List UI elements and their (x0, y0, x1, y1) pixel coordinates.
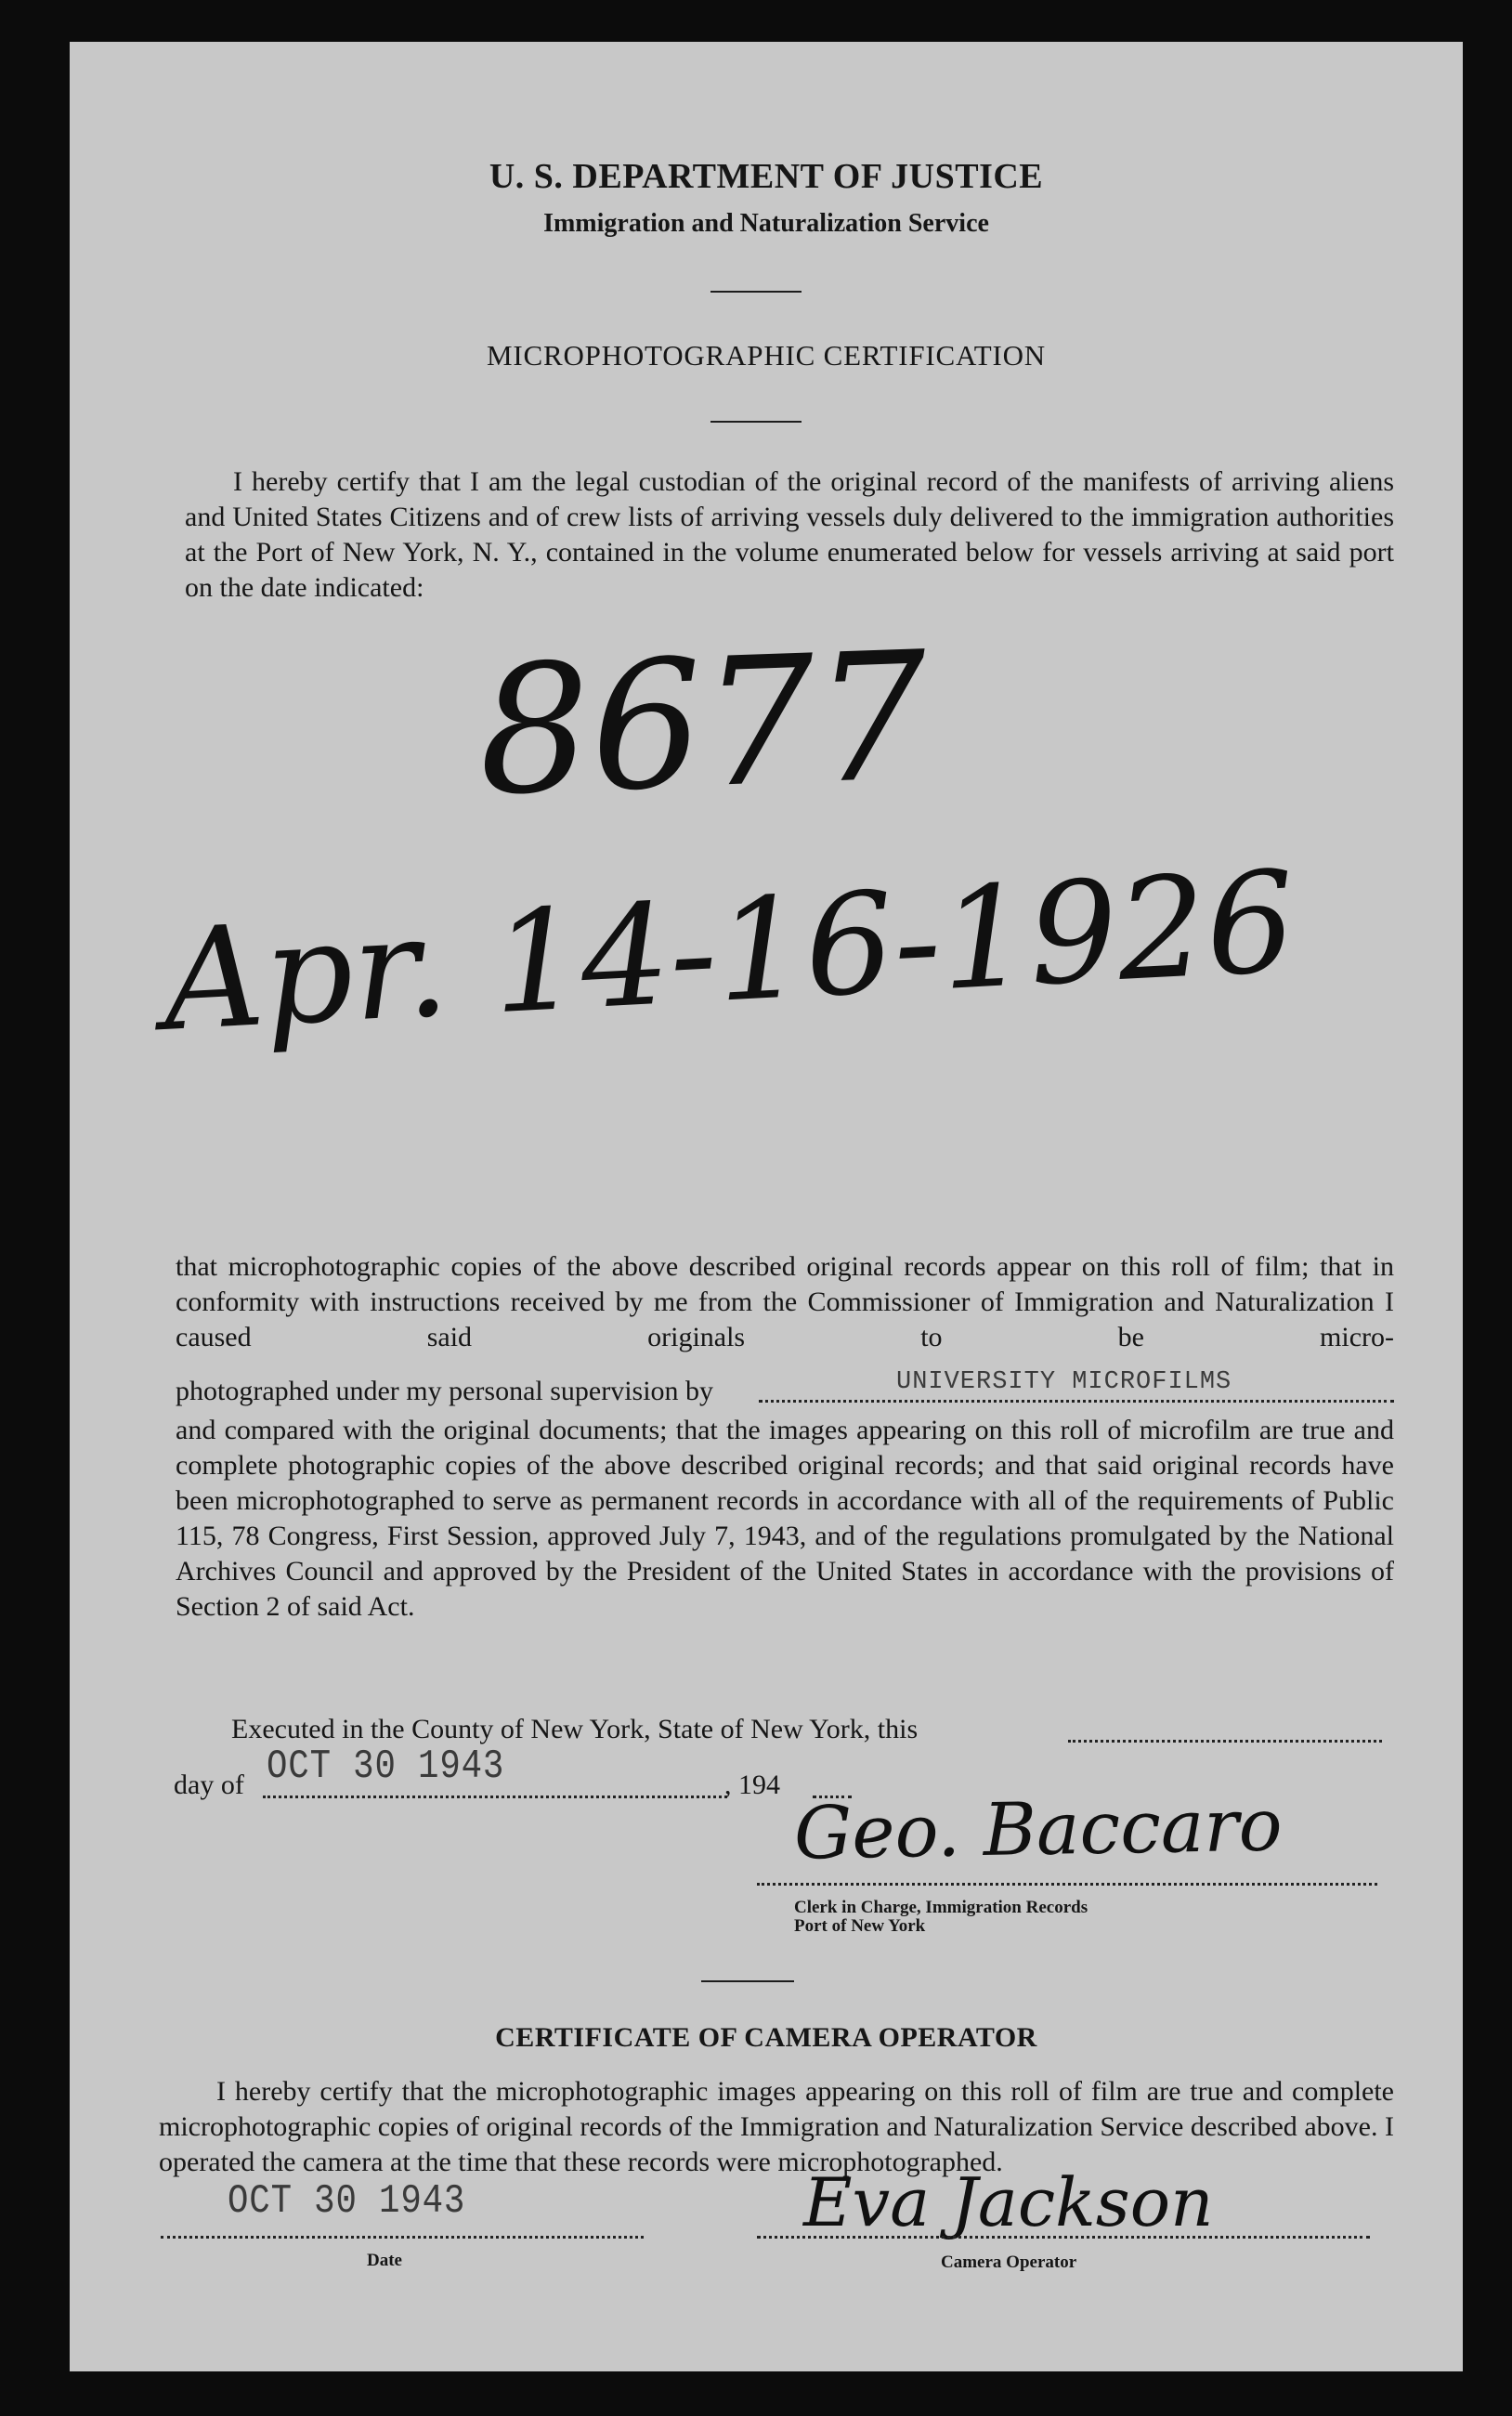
supervision-label: photographed under my personal supervision by (176, 1376, 714, 1406)
camera-certificate-title: CERTIFICATE OF CAMERA OPERATOR (495, 2022, 1037, 2053)
service-subheading: Immigration and Naturalization Service (543, 209, 989, 238)
operator-date-line (161, 2236, 644, 2239)
camera-certificate-text: I hereby certify that the microphotographic images appearing on this roll of film are true and complete microphotographic copies of original records of the Immigration and Naturalization Service described above. I operated the camera at the time that these records were microphotographed. (159, 2076, 1394, 2177)
divider-rule (710, 291, 802, 293)
camera-operator-label: Camera Operator (941, 2253, 1077, 2272)
clerk-title: Clerk in Charge, Immigration Records (794, 1898, 1088, 1917)
execution-dotted-line (1068, 1740, 1382, 1743)
execution-date-stamp: OCT 30 1943 (267, 1743, 505, 1790)
certification-intro: I hereby certify that I am the legal custodian of the original record of the manifests of arriving aliens and United States Citizens and of crew lists of arriving vessels duly delivered to the immigration authorities at the Port of New York, N. Y., contained in the volume enumerated below for vessels arriving at said port on the date indicated: (185, 466, 1394, 603)
day-of-label: day of (174, 1770, 244, 1800)
department-heading: U. S. DEPARTMENT OF JUSTICE (489, 157, 1044, 196)
microfilm-company-stamp: UNIVERSITY MICROFILMS (896, 1368, 1232, 1396)
divider-rule (701, 1980, 794, 1982)
handwritten-arrival-dates: Apr. 14-16-1926 (159, 842, 1299, 1063)
certification-body-1: that microphotographic copies of the above described original records appear on this roll of film; that in conformity with instructions received by me from the Commissioner of Immigration and Naturalization I caused said originals to be micro- (176, 1251, 1394, 1352)
certificate-page (70, 42, 1463, 2371)
handwritten-volume-number: 8677 (475, 613, 932, 835)
day-dotted-line (263, 1796, 727, 1798)
supervision-dotted-line (759, 1400, 1394, 1403)
certification-title: MICROPHOTOGRAPHIC CERTIFICATION (487, 339, 1046, 372)
date-label: Date (367, 2251, 402, 2270)
certification-body-2: and compared with the original documents; that the images appearing on this roll of microfilm are true and complete photographic copies of the above described original records; and that said original records have been microphotographed to serve as permanent records in accordance with all of the requirements of Public 115, 78 Congress, First Session, approved July 7, 1943, and of the regulations promulgated by the National Archives Council and approved by the President of the United States in accordance with the provisions of Section 2 of said Act. (176, 1415, 1394, 1622)
year-suffix: , 194 (724, 1770, 780, 1800)
clerk-signature: Geo. Baccaro (793, 1783, 1284, 1876)
operator-signature: Eva Jackson (803, 2163, 1214, 2241)
clerk-port: Port of New York (794, 1916, 926, 1936)
clerk-signature-line (757, 1883, 1377, 1886)
operator-signature-line (757, 2236, 1370, 2239)
divider-rule (710, 421, 802, 423)
execution-statement: Executed in the County of New York, State of New York, this (231, 1714, 919, 1744)
operator-date-stamp: OCT 30 1943 (228, 2178, 466, 2225)
